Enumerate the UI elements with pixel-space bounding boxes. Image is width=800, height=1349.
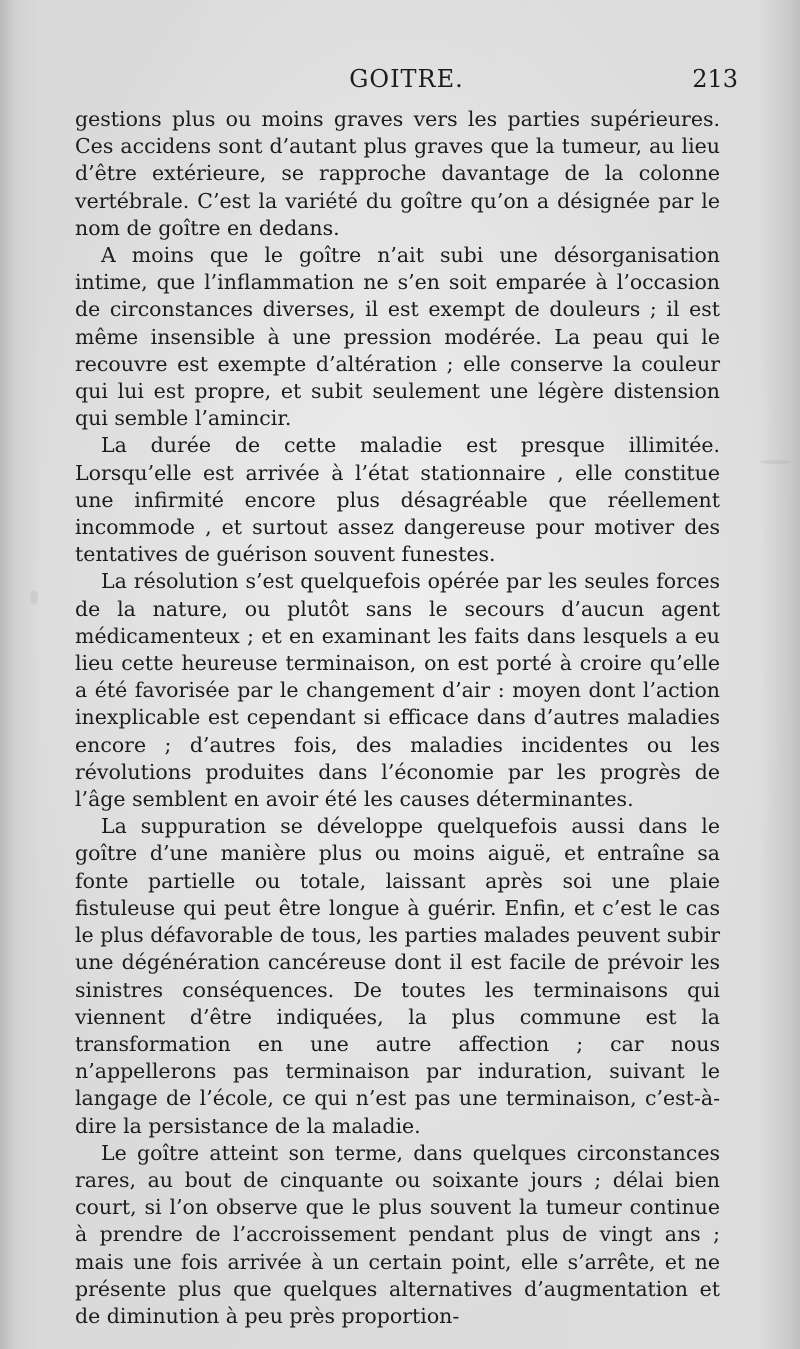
paragraph: Le goître atteint son terme, dans quelques circonstances rares, au bout de cinquante ou soixante jours ; délai bien court, si l’on observe que le plus souvent la tumeur continue à prendre de l’accroissement pendant plus de vingt ans ; mais une fois arrivée à un certain point, elle s’arrête, et ne présente plus que quelques alternatives d’augmentation et de diminution à peu près proportion- <box>75 1140 720 1328</box>
page-number: 213 <box>692 65 738 93</box>
page-header <box>75 62 738 96</box>
running-title: GOITRE. <box>349 65 464 93</box>
paragraph: La résolution s’est quelquefois opérée par les seules forces de la nature, ou plutôt sans le secours d’aucun agent médicamenteux ; et en examinant les faits dans lesquels a eu lieu cette heureuse terminaison, on est porté à croire qu’elle a été favorisée par le changement d’air : moyen dont l’action inexplicable est cependant si efficace dans d’autres maladies encore ; d’autres fois, des maladies incidentes ou les révolutions produites dans l’économie par les progrès de l’âge semblent en avoir été les causes déterminantes. <box>75 569 720 812</box>
paper-stain <box>760 460 790 464</box>
paragraph: La suppuration se développe quelquefois aussi dans le goître d’une manière plus ou moins aiguë, et entraîne sa fonte partielle ou totale, laissant après soi une plaie fistuleuse qui peut être longue à guérir. Enfin, et c’est le cas le plus défavorable de tous, les parties malades peuvent subir une dégénération cancéreuse dont il est facile de prévoir les sinistres conséquences. De toutes les terminaisons qui viennent d’être indiquées, la plus commune est la transformation en une autre affection ; car nous n’appellerons pas terminaison par induration, suivant le langage de l’école, ce qui n’est pas une terminaison, c’est-à-dire la persistance de la maladie. <box>75 814 720 1138</box>
paragraph: La durée de cette maladie est presque illimitée. Lorsqu’elle est arrivée à l’état stationnaire , elle constitue une infirmité encore plus désagréable que réellement incommode , et surtout assez dangereuse pour motiver des tentatives de guérison souvent funestes. <box>75 433 720 567</box>
body-text <box>75 106 720 1330</box>
paragraph: gestions plus ou moins graves vers les parties supérieures. Ces accidens sont d’autant plus graves que la tumeur, au lieu d’être extérieure, se rapproche davantage de la colonne vertébrale. C’est la variété du goître qu’on a désignée par le nom de goître en dedans. <box>75 107 720 240</box>
paper-stain <box>30 590 38 604</box>
paragraph: A moins que le goître n’ait subi une désorganisation intime, que l’inflammation ne s’en soit emparée à l’occasion de circonstances diverses, il est exempt de douleurs ; il est même insensible à une pression modérée. La peau qui le recouvre est exempte d’altération ; elle conserve la couleur qui lui est propre, et subit seulement une légère distension qui semble l’amincir. <box>75 243 720 431</box>
